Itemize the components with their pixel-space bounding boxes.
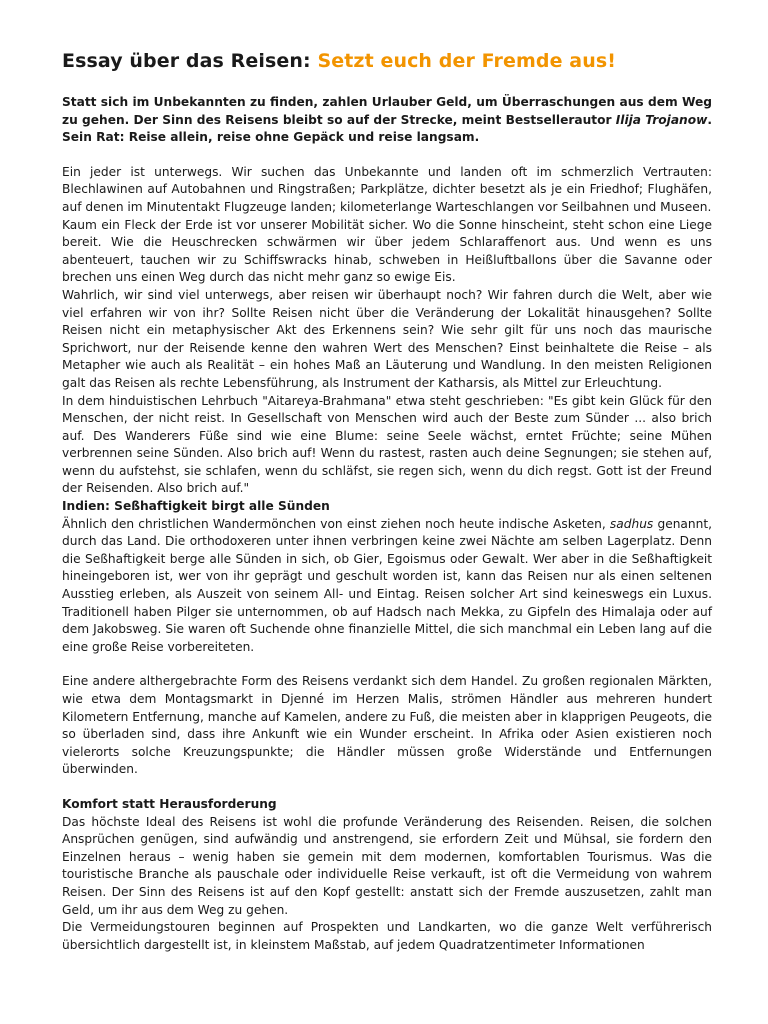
body-paragraph-7: Das höchste Ideal des Reisens ist wohl die profunde Veränderung des Reisenden. Reisen, die solchen Ansprüchen genügen, sind aufwändig und anstrengend, sie erfordern Zeit und Mühsal, sie fordern den Einzelnen heraus – wenig haben sie gemein mit dem modernen, komfortablen Tourismus. Was die touristische Branche als pauschale oder individuelle Reise verkauft, ist oft die Vermeidung von wahrem Reisen. Der Sinn des Reisens ist auf den Kopf gestellt: anstatt sich der Fremde auszusetzen, zahlt man Geld, um ihr aus dem Weg zu gehen.: [62, 814, 712, 917]
body-paragraph-3: Wahrlich, wir sind viel unterwegs, aber reisen wir überhaupt noch? Wir fahren durch die Welt, aber wie viel erfahren wir von ihr? Sollte Reisen nicht über die Veränderung der Lokalität hinausgehen? Sollte Reisen nicht ein metaphysischer Akt des Erkennens sein? Wie sehr gilt für uns noch das maurische Sprichwort, nur der Reisende kenne den wahren Wert des Menschen? Einst beinhaltete die Reise – als Metapher wie auch als Realität – ein hohes Maß an Läuterung und Wandlung. In den meisten Religionen galt das Reisen als rechte Lebensführung, als Instrument der Katharsis, als Mittel zur Erleuchtung.: [62, 287, 712, 390]
p5-term: sadhus: [609, 516, 654, 531]
section-heading-komfort: Komfort statt Herausforderung: [62, 796, 277, 811]
body-paragraph-6: Eine andere althergebrachte Form des Reisens verdankt sich dem Handel. Zu großen regionalen Märkten, wie etwa dem Montagsmarkt in Djenné im Herzen Malis, strömen Händler aus mehreren hundert Kilometern Entfernung, manche auf Kamelen, andere zu Fuß, die meisten aber in klapprigen Peugeots, die so überladen sind, dass ihre Ankunft wie ein Wunder erscheint. In Afrika oder Asien existieren noch vielerorts solche Kreuzungspunkte; die Händler müssen große Widerstände und Entfernungen überwinden.: [62, 674, 712, 777]
body-paragraph-8: Die Vermeidungstouren beginnen auf Prospekten und Landkarten, wo die ganze Welt verführerisch übersichtlich dargestellt ist, in kleinstem Maßstab, auf jedem Quadratzentimeter Informationen: [62, 920, 712, 952]
title-highlight: Setzt euch der Fremde aus!: [317, 50, 616, 72]
section-heading-india: Indien: Seßhaftigkeit birgt alle Sünden: [62, 499, 330, 514]
lead-author: Ilija Trojanow: [615, 112, 708, 127]
p5-text-before: Ähnlich den christlichen Wandermönchen von einst ziehen noch heute indische Asketen,: [62, 516, 610, 531]
lead-text-before: Statt sich im Unbekannten zu finden, zahlen Urlauber Geld, um Überraschungen aus dem Weg zu gehen. Der Sinn des Reisens bleibt so auf der Strecke, meint Bestsellerautor: [62, 95, 712, 127]
lead-text-after: . Sein Rat: Reise allein, reise ohne Gepäck und reise langsam.: [62, 112, 712, 145]
lead-paragraph: [62, 94, 712, 147]
body-paragraph-4: In dem hinduistischen Lehrbuch "Aitareya-Brahmana" etwa steht geschrieben: "Es gibt kein Glück für den Menschen, der nicht reist. In Gesellschaft von Menschen wird auch der Beste zum Sünder ... also brich auf. Des Wanderers Füße sind wie eine Blume: seine Seele wächst, erntet Früchte; seine Mühen verbrennen seine Sünden. Also brich auf! Wenn du rastest, rasten auch deine Segnungen; sie stehen auf, wenn du aufstehst, sie schlafen, wenn du schläfst, sie regen sich, wenn du dich regst. Gott ist der Freund der Reisenden. Also brich auf.": [62, 393, 712, 496]
body-paragraph-1: Ein jeder ist unterwegs. Wir suchen das Unbekannte und landen oft im schmerzlich Vertrauten: Blechlawinen auf Autobahnen und Ringstraßen; Parkplätze, dichter besetzt als je ein Friedhof; Flughäfen, auf denen im Minutentakt Flugzeuge landen; kilometerlange Warteschlangen vor Seilbahnen und Museen.: [62, 164, 712, 214]
essay-title: [62, 48, 712, 74]
essay-page: [62, 48, 712, 954]
p5-text-after: genannt, durch das Land. Die orthodoxeren unter ihnen verbringen keine zwei Nächte am selben Lagerplatz. Denn die Seßhaftigkeit berge alle Sünden in sich, ob Gier, Egoismus oder Gewalt. Wer aber in die Seßhaftigkeit hineingeboren ist, wer von ihr geprägt und geschult worden ist, kann das Reisen nur als einen seltenen Ausstieg erleben, als Auszeit von seinem All- und Eintag. Reisen solcher Art sind keineswegs ein Luxus. Traditionell haben Pilger sie unternommen, ob auf Hadsch nach Mekka, zu Gipfeln des Himalaja oder auf dem Jakobsweg. Sie waren oft Suchende ohne finanzielle Mittel, die sich manchmal ein Leben lang auf die eine große Reise vorbereiteten.: [62, 516, 712, 654]
title-main: Essay über das Reisen:: [62, 50, 311, 72]
body-paragraph-2: Kaum ein Fleck der Erde ist vor unserer Mobilität sicher. Wo die Sonne hinscheint, steht schon eine Liege bereit. Wie die Heuschrecken schwärmen wir über jedem Schlaraffenort aus. Und wenn es uns abenteuert, tauchen wir zu Schiffswracks hinab, schweben in Heißluftballons über die Savanne oder brechen uns einen Weg durch das nicht mehr ganz so ewige Eis.: [62, 217, 712, 285]
body-paragraph-5: [62, 516, 712, 657]
